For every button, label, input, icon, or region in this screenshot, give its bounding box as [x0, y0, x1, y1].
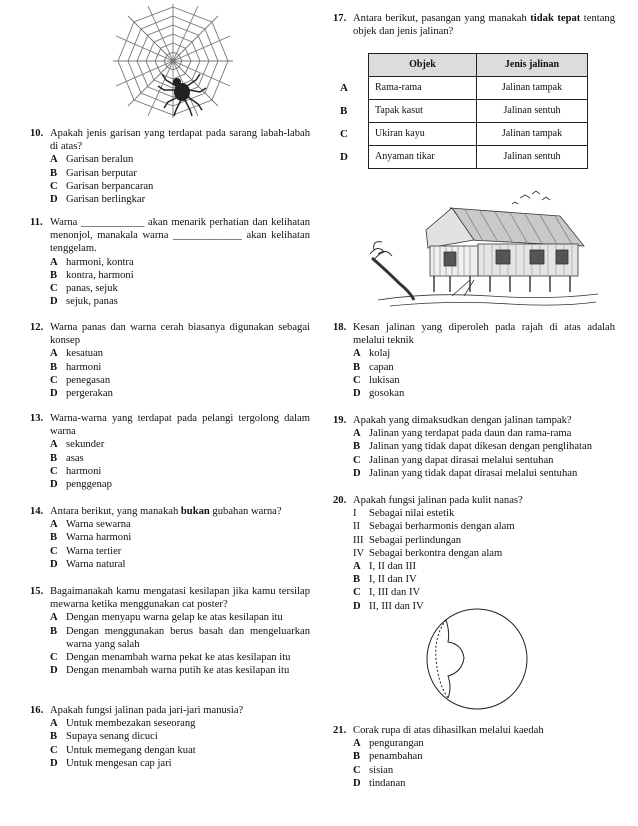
option-a[interactable]: A Untuk membezakan seseorang — [50, 718, 196, 730]
option-a[interactable]: A I, II dan III — [353, 561, 417, 573]
question-number: 20. — [333, 495, 347, 506]
option-d[interactable]: D gosokan — [353, 388, 405, 400]
option-a[interactable]: A Garisan beralun — [50, 154, 134, 166]
option-b[interactable]: B harmoni — [50, 361, 102, 373]
statement-ii: II Sebagai berharmonis dengan alam — [353, 521, 515, 533]
question-16 — [30, 704, 310, 770]
option-c[interactable]: C Garisan berpancaran — [50, 180, 154, 192]
emphasis-word: bukan — [180, 506, 210, 517]
question-18 — [333, 321, 615, 400]
circle-shape-figure — [424, 606, 530, 712]
option-b[interactable]: B — [340, 105, 348, 117]
option-c[interactable]: C — [340, 128, 348, 140]
question-19 — [333, 414, 615, 480]
option-c[interactable]: C Untuk memegang dengan kuat — [50, 744, 196, 756]
spider-web-image — [108, 2, 238, 120]
question-stem: Antara berikut, yang manakah bukan gubahan warna? — [50, 506, 282, 517]
question-number: 21. — [333, 725, 347, 736]
option-d[interactable]: D Warna natural — [50, 558, 126, 570]
question-stem: Apakah fungsi jalinan pada kulit nanas? — [353, 495, 523, 506]
q17-table — [368, 53, 588, 169]
option-a[interactable]: A — [340, 82, 348, 94]
question-number: 13. — [30, 413, 44, 424]
option-b[interactable]: B asas — [50, 452, 84, 464]
house-sketch-image — [370, 188, 602, 310]
table-row: Ukiran kayu Jalinan tampak — [369, 123, 588, 146]
option-a[interactable]: A Warna sewarna — [50, 519, 131, 531]
question-17 — [333, 12, 615, 38]
column-header-objek: Objek — [369, 54, 477, 77]
question-number: 10. — [30, 128, 44, 139]
question-number: 12. — [30, 322, 44, 333]
option-b[interactable]: B Jalinan yang tidak dapat dikesan dengan penglihatan — [353, 441, 592, 453]
option-d[interactable]: D pergerakan — [50, 388, 113, 400]
statement-i: I Sebagai nilai estetik — [353, 508, 455, 520]
table-row: Tapak kasut Jalinan sentuh — [369, 100, 588, 123]
option-b[interactable]: B Supaya senang dicuci — [50, 731, 158, 743]
question-stem: Warna panas dan warna cerah biasanya digunakan sebagai konsep — [50, 322, 310, 347]
option-b[interactable]: B Dengan menggunakan berus basah dan mengeluarkan warna yang salah — [50, 625, 310, 650]
question-number: 15. — [30, 586, 44, 597]
question-number: 18. — [333, 322, 347, 333]
option-c[interactable]: C penegasan — [50, 374, 111, 386]
question-20 — [333, 494, 615, 613]
option-c[interactable]: C I, III dan IV — [353, 587, 421, 599]
option-b[interactable]: B I, II dan IV — [353, 574, 417, 586]
option-d[interactable]: D Dengan menambah warna putih ke atas kesilapan itu — [50, 665, 290, 677]
statement-iv: IV Sebagai berkontra dengan alam — [353, 547, 503, 559]
question-number: 19. — [333, 415, 347, 426]
option-b[interactable]: B Warna harmoni — [50, 532, 132, 544]
option-a[interactable]: A pengurangan — [353, 738, 424, 750]
option-d[interactable]: D Garisan berlingkar — [50, 194, 146, 206]
question-stem: Apakah yang dimaksudkan dengan jalinan tampak? — [353, 415, 572, 426]
question-stem: Apakah fungsi jalinan pada jari-jari manusia? — [50, 705, 244, 716]
option-b[interactable]: B capan — [353, 361, 394, 373]
option-c[interactable]: C Jalinan yang dapat dirasai melalui sentuhan — [353, 454, 554, 466]
column-header-jenis-jalinan: Jenis jalinan — [477, 54, 588, 77]
question-number: 14. — [30, 506, 44, 517]
option-b[interactable]: B Garisan berputar — [50, 167, 137, 179]
option-b[interactable]: B penambahan — [353, 751, 423, 763]
question-11 — [30, 216, 310, 308]
option-c[interactable]: C Dengan menambah warna pekat ke atas kesilapan itu — [50, 652, 291, 664]
question-14 — [30, 505, 310, 571]
question-15 — [30, 585, 310, 677]
table-row: Anyaman tikar Jalinan sentuh — [369, 146, 588, 169]
question-stem: Warna ____________ akan menarik perhatian dan kelihatan menonjol, manakala warna _____________ akan kelihatan tenggelam. — [50, 217, 310, 255]
question-stem: Warna-warna yang terdapat pada pelangi tergolong dalam warna — [50, 413, 310, 438]
option-d[interactable]: D Untuk mengesan cap jari — [50, 757, 172, 769]
option-d[interactable]: D II, III dan IV — [353, 600, 424, 612]
question-number: 17. — [333, 13, 347, 24]
statement-iii: III Sebagai perlindungan — [353, 534, 462, 546]
option-d[interactable]: D penggenap — [50, 479, 112, 491]
option-d[interactable]: D sejuk, panas — [50, 296, 118, 308]
question-12 — [30, 321, 310, 400]
question-13 — [30, 412, 310, 491]
option-c[interactable]: C lukisan — [353, 374, 400, 386]
question-stem: Kesan jalinan yang diperoleh pada rajah di atas adalah melalui teknik — [353, 322, 615, 347]
table-row: Rama-rama Jalinan tampak — [369, 77, 588, 100]
emphasis-word: tidak tepat — [530, 13, 581, 24]
option-a[interactable]: A kesatuan — [50, 348, 104, 360]
question-10 — [30, 127, 310, 206]
option-a[interactable]: A harmoni, kontra — [50, 256, 134, 268]
option-a[interactable]: A Dengan menyapu warna gelap ke atas kesilapan itu — [50, 612, 283, 624]
question-stem: Corak rupa di atas dihasilkan melalui kaedah — [353, 725, 544, 736]
option-a[interactable]: A sekunder — [50, 439, 105, 451]
option-a[interactable]: A Jalinan yang terdapat pada daun dan rama-rama — [353, 428, 572, 440]
option-c[interactable]: C Warna tertier — [50, 545, 122, 557]
option-a[interactable]: A kolaj — [353, 348, 391, 360]
question-number: 11. — [30, 217, 43, 228]
question-number: 16. — [30, 705, 44, 716]
option-c[interactable]: C harmoni — [50, 465, 102, 477]
question-21 — [333, 724, 615, 790]
option-b[interactable]: B kontra, harmoni — [50, 269, 134, 281]
option-d[interactable]: D tindanan — [353, 777, 406, 789]
question-stem: Apakah jenis garisan yang terdapat pada sarang labah-labah di atas? — [50, 128, 310, 153]
table-header-row — [369, 54, 588, 77]
option-c[interactable]: C sisian — [353, 764, 394, 776]
option-d[interactable]: D — [340, 151, 348, 163]
option-d[interactable]: D Jalinan yang tidak dapat dirasai melalui sentuhan — [353, 467, 578, 479]
question-stem: Antara berikut, pasangan yang manakah tidak tepat tentang objek dan jenis jalinan? — [353, 13, 615, 38]
question-stem: Bagaimanakah kamu mengatasi kesilapan jika kamu tersilap mewarna ketika menggunakan cat poster? — [50, 586, 310, 611]
option-c[interactable]: C panas, sejuk — [50, 283, 118, 295]
